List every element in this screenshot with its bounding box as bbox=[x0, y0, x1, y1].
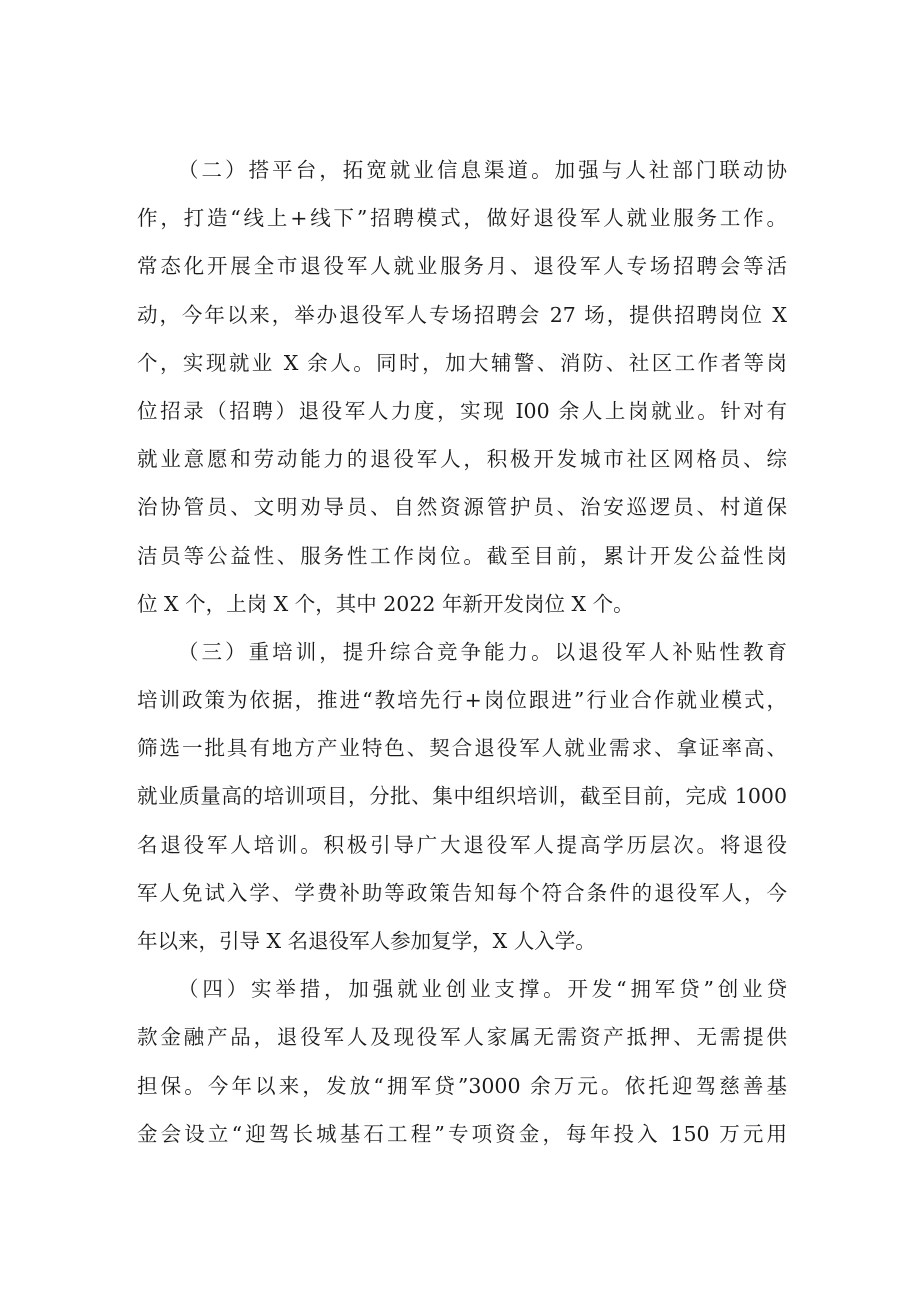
text-line: 常态化开展全市退役军人就业服务月、退役军人专场招聘会等活 bbox=[137, 254, 787, 279]
paragraph-training bbox=[137, 628, 787, 965]
text-line: 治协管员、文明劝导员、自然资源管护员、治安巡逻员、村道保 bbox=[137, 495, 787, 520]
text-line: 军人免试入学、学费补助等政策告知每个符合条件的退役军人，今 bbox=[137, 880, 787, 905]
text-line: 就业质量高的培训项目，分批、集中组织培训，截至目前，完成 1000 bbox=[137, 784, 787, 809]
text-line: 洁员等公益性、服务性工作岗位。截至目前，累计开发公益性岗 bbox=[137, 543, 787, 568]
text-line: 金会设立“迎驾长城基石工程”专项资金，每年投入 150 万元用 bbox=[137, 1121, 787, 1146]
text-line: 培训政策为依据，推进“教培先行+岗位跟进”行业合作就业模式， bbox=[137, 688, 787, 713]
text-line: 位招录（招聘）退役军人力度，实现 I00 余人上岗就业。针对有 bbox=[137, 398, 787, 423]
body-text bbox=[137, 146, 787, 1158]
paragraph-platform bbox=[137, 146, 787, 628]
text-line: 年以来，引导 X 名退役军人参加复学，X 人入学。 bbox=[137, 929, 596, 953]
text-line: （三）重培训，提升综合竞争能力。以退役军人补贴性教育 bbox=[178, 639, 787, 664]
paragraph-support bbox=[137, 965, 787, 1158]
text-line: （四）实举措，加强就业创业支撑。开发“拥军贷”创业贷 bbox=[178, 977, 787, 1002]
text-line: 名退役军人培训。积极引导广大退役军人提高学历层次。将退役 bbox=[137, 832, 787, 857]
text-line: 担保。今年以来，发放“拥军贷”3000 余万元。依托迎驾慈善基 bbox=[137, 1073, 787, 1098]
text-line: 位 X 个，上岗 X 个，其中 2022 年新开发岗位 X 个。 bbox=[137, 591, 634, 616]
text-line: 动，今年以来，举办退役军人专场招聘会 27 场，提供招聘岗位 X bbox=[137, 302, 787, 327]
text-line: 款金融产品，退役军人及现役军人家属无需资产抵押、无需提供 bbox=[137, 1025, 787, 1050]
text-line: 个，实现就业 X 余人。同时，加大辅警、消防、社区工作者等岗 bbox=[137, 350, 787, 375]
text-line: 作，打造“线上+线下”招聘模式，做好退役军人就业服务工作。 bbox=[137, 206, 787, 231]
text-line: 筛选一批具有地方产业特色、契合退役军人就业需求、拿证率高、 bbox=[137, 736, 787, 761]
text-line: 就业意愿和劳动能力的退役军人，积极开发城市社区网格员、综 bbox=[137, 447, 787, 472]
text-line: （二）搭平台，拓宽就业信息渠道。加强与人社部门联动协 bbox=[178, 158, 787, 182]
